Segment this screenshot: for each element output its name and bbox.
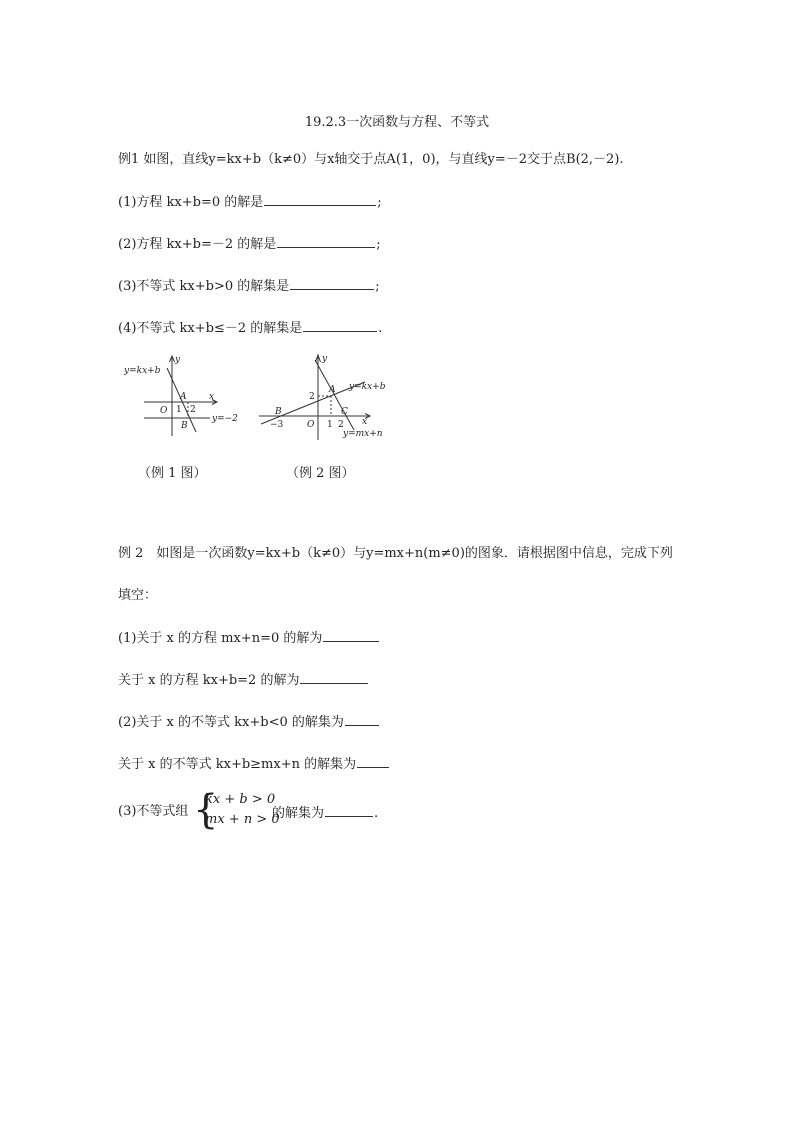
ex1-q1-end: ; bbox=[377, 195, 382, 210]
ex2-question-3-suffix bbox=[272, 804, 378, 822]
fig1-y-label: y bbox=[175, 355, 181, 365]
ex2-q1b-text: 关于 x 的方程 kx+b=2 的解为 bbox=[118, 673, 300, 688]
fig1-point-a: A bbox=[180, 392, 187, 402]
fig1-hline-label: y=−2 bbox=[212, 414, 238, 424]
system-line-2: mx + n > 0 bbox=[205, 812, 280, 827]
ex1-question-1 bbox=[118, 193, 382, 211]
fig2-point-c: C bbox=[341, 407, 348, 417]
figure-2-graph bbox=[255, 350, 395, 445]
fig1-tick-1: 1 bbox=[176, 405, 182, 415]
ex1-q4-end: . bbox=[378, 321, 383, 336]
fig2-mx-line bbox=[315, 360, 354, 430]
answer-blank-7[interactable] bbox=[345, 713, 379, 726]
answer-blank-1[interactable] bbox=[264, 193, 376, 206]
fig2-point-b: B bbox=[275, 407, 282, 417]
ex2-question-1a bbox=[118, 629, 380, 647]
ex1-q2-text: (2)方程 kx+b=－2 的解是 bbox=[118, 237, 277, 252]
fig2-origin-label: O bbox=[307, 420, 315, 430]
ex2-question-3-prefix: (3)不等式组 bbox=[118, 804, 189, 819]
ex2-q2b-text: 关于 x 的不等式 kx+b≥mx+n 的解集为 bbox=[118, 757, 357, 772]
answer-blank-5[interactable] bbox=[323, 629, 379, 642]
figure-1-graph bbox=[120, 350, 250, 440]
fig2-tick-2: 2 bbox=[338, 420, 344, 430]
ex2-q3-end: . bbox=[374, 806, 379, 821]
ex2-question-2a bbox=[118, 713, 380, 731]
fig1-line-label: y=kx+b bbox=[124, 366, 161, 376]
ex1-q3-text: (3)不等式 kx+b>0 的解集是 bbox=[118, 279, 290, 294]
ex2-question-2b bbox=[118, 755, 390, 773]
system-brace: { bbox=[193, 787, 219, 833]
example1-intro: 例1 如图，直线y=kx+b（k≠0）与x轴交于点A(1，0)，与直线y=－2交于点B(2,－2). bbox=[118, 152, 624, 167]
system-line-1: kx + b > 0 bbox=[205, 792, 276, 807]
answer-blank-3[interactable] bbox=[290, 277, 374, 290]
page-title: 19.2.3一次函数与方程、不等式 bbox=[304, 115, 490, 130]
ex1-q4-text: (4)不等式 kx+b≤－2 的解集是 bbox=[118, 321, 303, 336]
answer-blank-4[interactable] bbox=[303, 319, 377, 332]
fig1-tick-2: 2 bbox=[190, 405, 196, 415]
fig2-line1-label: y=kx+b bbox=[349, 382, 386, 392]
ex1-q1-text: (1)方程 kx+b=0 的解是 bbox=[118, 195, 264, 210]
ex2-q2a-text: (2)关于 x 的不等式 kx+b<0 的解集为 bbox=[118, 715, 344, 730]
fig2-line2-label: y=mx+n bbox=[343, 429, 383, 439]
fig2-point-a: A bbox=[329, 385, 336, 395]
fig2-x-label: x bbox=[362, 417, 368, 427]
fig2-ytick-2: 2 bbox=[309, 392, 315, 402]
answer-blank-2[interactable] bbox=[277, 235, 375, 248]
example2-intro: 例 2 如图是一次函数y=kx+b（k≠0）与y=mx+n(m≠0)的图象．请根据图中信息，完成下列 bbox=[118, 546, 673, 561]
fig2-tick-neg3: −3 bbox=[270, 420, 284, 430]
figure-2-caption: （例 2 图） bbox=[286, 466, 355, 481]
fig1-point-b: B bbox=[181, 421, 188, 431]
answer-blank-9[interactable] bbox=[325, 804, 373, 817]
ex1-q2-end: ; bbox=[376, 237, 381, 252]
figure-1-caption: （例 1 图） bbox=[138, 466, 207, 481]
ex2-q3-suffix-text: 的解集为 bbox=[272, 806, 325, 821]
ex1-q3-end: ; bbox=[375, 279, 380, 294]
ex1-question-4 bbox=[118, 319, 382, 337]
fig2-y-label: y bbox=[322, 354, 328, 364]
answer-blank-8[interactable] bbox=[357, 755, 389, 768]
example2-intro-cont: 填空： bbox=[118, 588, 158, 603]
ex1-question-3 bbox=[118, 277, 380, 295]
inequality-system bbox=[193, 787, 280, 833]
fig1-origin-label: O bbox=[160, 406, 168, 416]
fig1-x-label: x bbox=[209, 392, 215, 402]
ex1-question-2 bbox=[118, 235, 381, 253]
ex2-q1a-text: (1)关于 x 的方程 mx+n=0 的解为 bbox=[118, 631, 323, 646]
answer-blank-6[interactable] bbox=[300, 671, 368, 684]
fig2-tick-1: 1 bbox=[327, 420, 333, 430]
ex2-question-1b bbox=[118, 671, 369, 689]
